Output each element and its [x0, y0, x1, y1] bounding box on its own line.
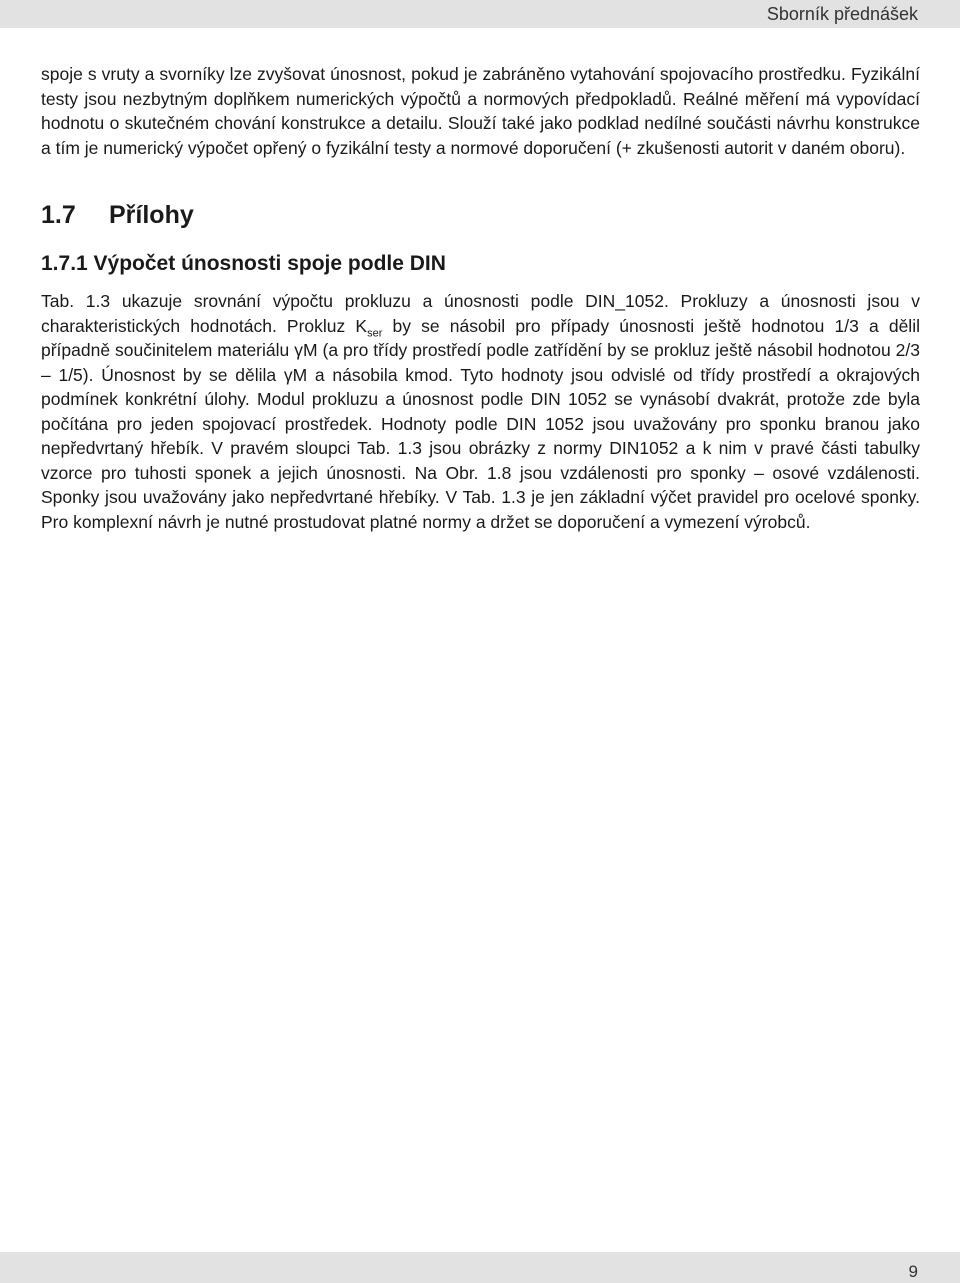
body-paragraph-part-1: Tab. 1.3 ukazuje srovnání výpočtu prokluzu a únosnosti podle DIN_1052. Prokluzy a únosnosti jsou v charakteristických hodnotách. Prokluz K [41, 291, 920, 336]
running-header [0, 0, 960, 28]
intro-paragraph: spoje s vruty a svorníky lze zvyšovat únosnost, pokud je zabráněno vytahování spojovacího prostředku. Fyzikální testy jsou nezbytným doplňkem numerických výpočtů a normových předpokladů. Reálné měření má vypovídací hodnotu o skutečném chování konstrukce a detailu. Slouží také jako podklad nedílné součásti návrhu konstrukce a tím je numerický výpočet opřený o fyzikální testy a normové doporučení (+ zkušenosti autorit v daném oboru). [41, 64, 920, 158]
body-paragraph [41, 289, 920, 534]
section-heading [41, 200, 920, 230]
kser-subscript: ser [367, 327, 383, 339]
body-paragraph-part-2: by se násobil pro případy únosnosti ještě hodnotou 1/3 a dělil případně součinitelem materiálu γM (a pro třídy prostředí podle zatřídění by se prokluz ještě násobil hodnotou 2/3 – 1/5). Únosnost by se dělila γM a násobila kmod. Tyto hodnoty jsou odvislé od třídy prostředí a okrajových podmínek konkrétní úlohy. Modul prokluzu a únosnost podle DIN 1052 se vynásobí dvakrát, protože zde byla počítána pro jeden spojovací prostředek. Hodnoty podle DIN 1052 jsou uvažovány pro sponku branou jako nepředvrtaný hřebík. V pravém sloupci Tab. 1.3 jsou obrázky z normy DIN1052 a k nim v pravé části tabulky vzorce pro tuhosti sponek a jejich únosnosti. Na Obr. 1.8 jsou vzdálenosti pro sponky – osové vzdálenosti. Sponky jsou uvažovány jako nepředvrtané hřebíky. V Tab. 1.3 je jen základní výčet pravidel pro ocelové sponky. Pro komplexní návrh je nutné prostudovat platné normy a držet se doporučení a vymezení výrobců. [41, 315, 920, 532]
running-header-title: Sborník přednášek [766, 4, 918, 24]
page-footer [0, 1252, 960, 1283]
section-title: Přílohy [109, 201, 194, 229]
page-number: 9 [908, 1262, 918, 1281]
page-content [41, 62, 920, 534]
subsection-heading: 1.7.1 Výpočet únosnosti spoje podle DIN [41, 252, 446, 275]
section-number: 1.7 [41, 201, 76, 229]
